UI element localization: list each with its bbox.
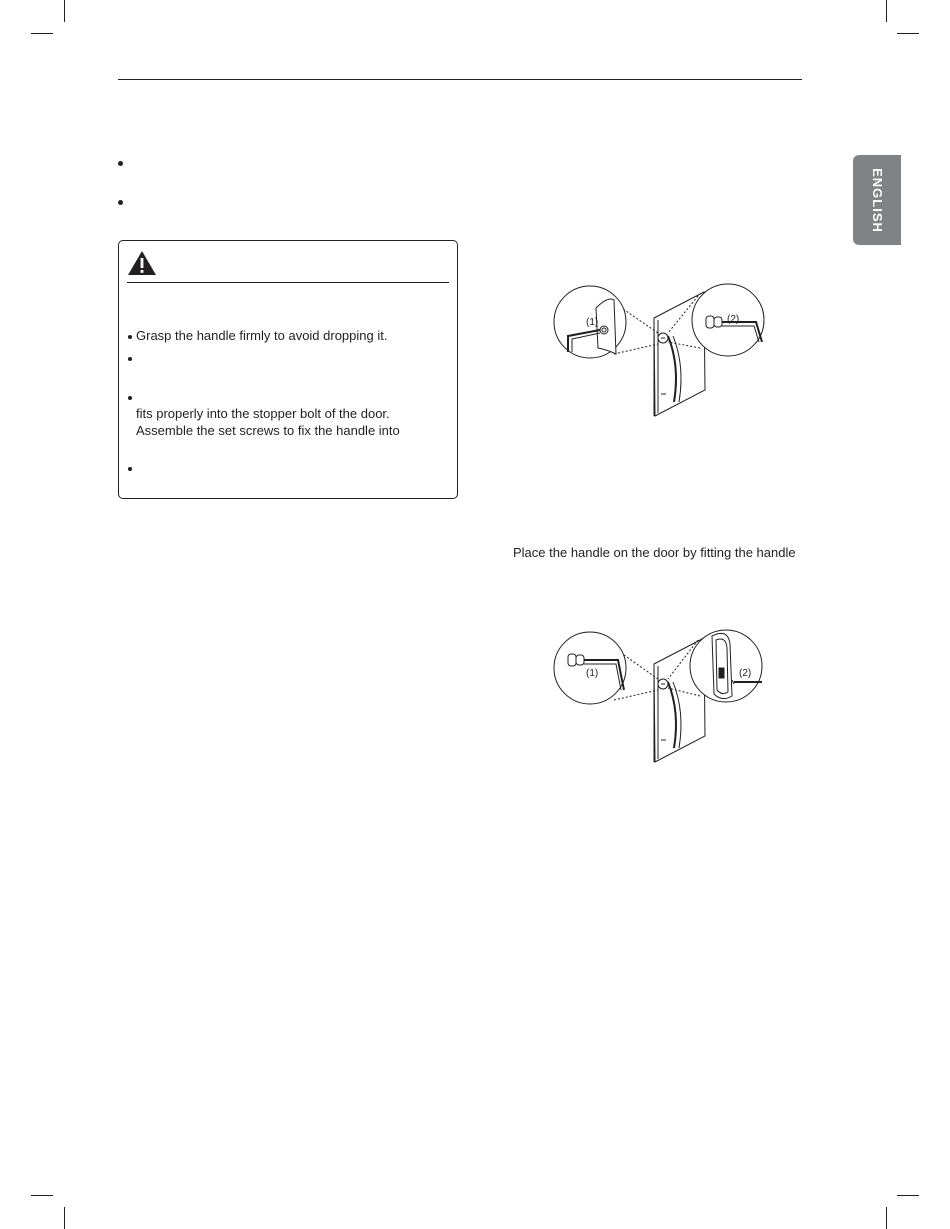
step-instruction: Place the handle on the door by fitting the handle [513, 545, 796, 560]
caution-bullet [128, 396, 132, 400]
caution-bullet [128, 357, 132, 361]
caution-bullet [128, 335, 132, 339]
list-bullet [118, 200, 123, 205]
crop-mark [886, 1207, 887, 1229]
language-tab-label: ENGLISH [869, 167, 885, 233]
crop-mark [64, 1207, 65, 1229]
crop-mark [31, 33, 53, 34]
list-bullet [118, 161, 123, 166]
caution-box [118, 240, 458, 499]
crop-mark [886, 0, 887, 22]
callout-label: (2) [727, 314, 740, 325]
caution-rule [127, 282, 449, 283]
callout-label: (1) [586, 668, 599, 679]
crop-mark [31, 1195, 53, 1196]
warning-icon [127, 250, 157, 276]
crop-mark [64, 0, 65, 22]
caution-item-text: Grasp the handle firmly to avoid dropping it. [136, 328, 388, 343]
handle-install-illustration [550, 624, 772, 766]
callout-label: (1) [586, 317, 599, 328]
caution-item-text: Assemble the set screws to fix the handle into [136, 423, 400, 438]
crop-mark [897, 1195, 919, 1196]
caution-item-text: fits properly into the stopper bolt of the door. [136, 406, 390, 421]
header-rule [118, 79, 802, 80]
language-tab-label-wrap [853, 155, 901, 245]
crop-mark [897, 33, 919, 34]
callout-label: (2) [739, 668, 752, 679]
caution-bullet [128, 467, 132, 471]
handle-removal-illustration [550, 278, 772, 420]
